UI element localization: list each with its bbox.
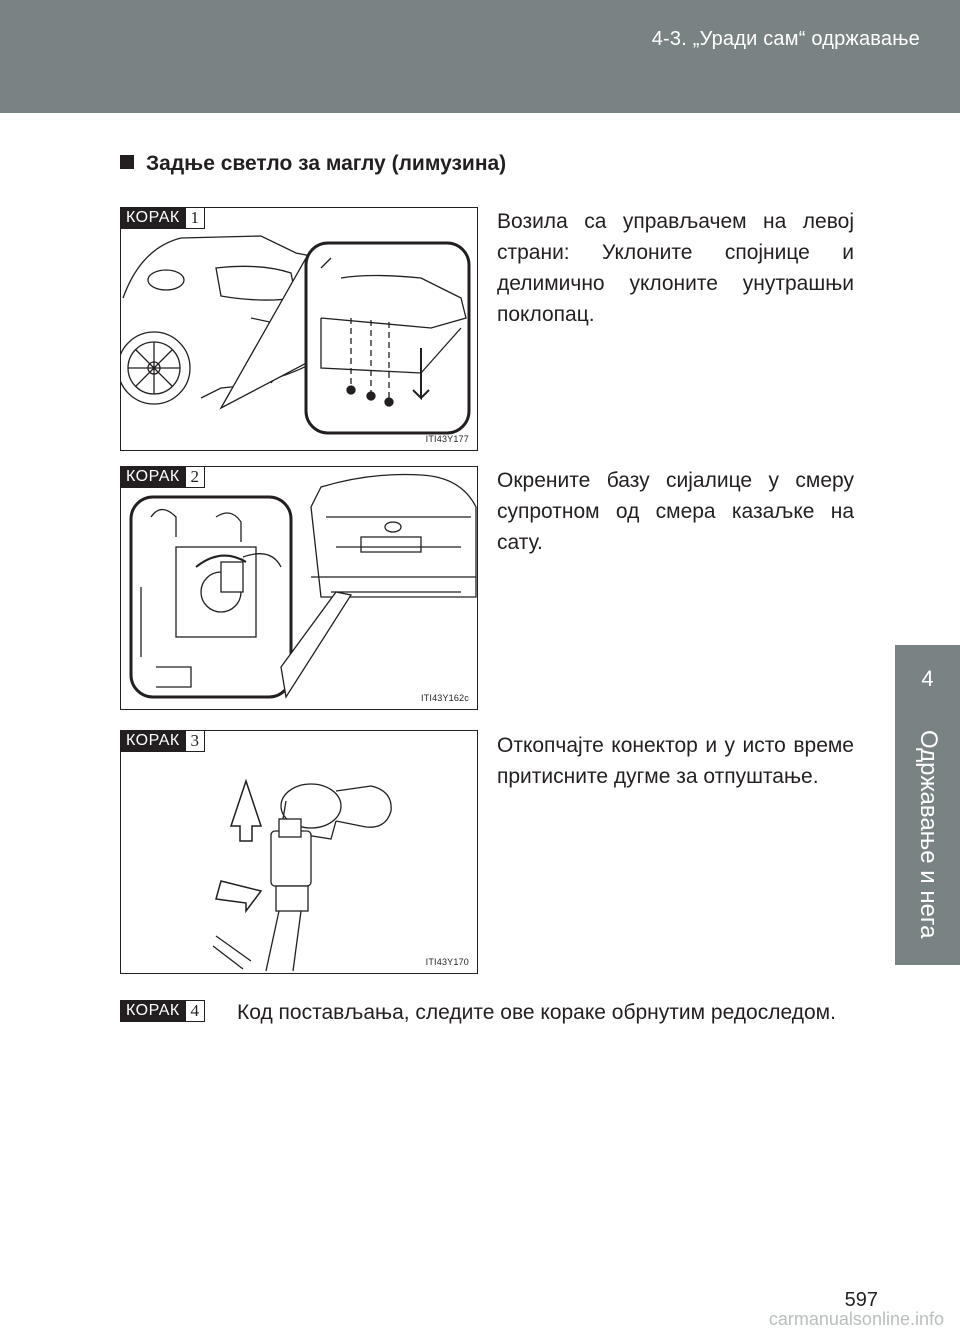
- chapter-label: Одржавање и нега: [915, 730, 942, 939]
- figure-code: ITI43Y177: [425, 434, 469, 444]
- step-badge-2: [120, 466, 205, 488]
- page-header: [0, 0, 960, 113]
- step-label: КОРАК: [120, 1000, 186, 1022]
- figure-code: ITI43Y170: [425, 957, 469, 967]
- figure-step-1: [120, 207, 478, 451]
- step-badge-4: [120, 1000, 205, 1022]
- step-label: КОРАК: [120, 466, 186, 488]
- step-label: КОРАК: [120, 730, 186, 752]
- step-badge-1: [120, 207, 205, 229]
- bullet-square-icon: [120, 155, 134, 169]
- figure-step-3: [120, 730, 478, 974]
- header-title: 4-3. „Уради сам“ одржавање: [651, 28, 920, 50]
- step-4-text: Код постављања, следите ове кораке обрнутим редоследом.: [237, 1001, 836, 1024]
- step-3-text: Откопчајте конектор и у исто време притисните дугме за отпуштање.: [497, 734, 854, 788]
- step-label: КОРАК: [120, 207, 186, 229]
- figure-step-2: [120, 466, 478, 710]
- chapter-number: 4: [921, 666, 934, 691]
- step-1-text: Возила са управљачем на левој страни: Уклоните спојнице и делимично уклоните унутрашњи поклопац.: [497, 210, 854, 326]
- section-title-text: Задње светло за маглу (лимузина): [146, 152, 507, 175]
- step-number: 1: [186, 207, 205, 229]
- section-title: [120, 152, 506, 176]
- watermark: carmanualsonline.info: [768, 1309, 944, 1329]
- step-number: 3: [186, 730, 205, 752]
- step-badge-3: [120, 730, 205, 752]
- step-2-text: Окрените базу сијалице у смеру супротном од смера казаљке на сату.: [497, 469, 854, 554]
- step-number: 4: [186, 1000, 205, 1022]
- figure-code: ITI43Y162c: [420, 693, 469, 703]
- step-number: 2: [186, 466, 205, 488]
- page-number: 597: [844, 1289, 878, 1311]
